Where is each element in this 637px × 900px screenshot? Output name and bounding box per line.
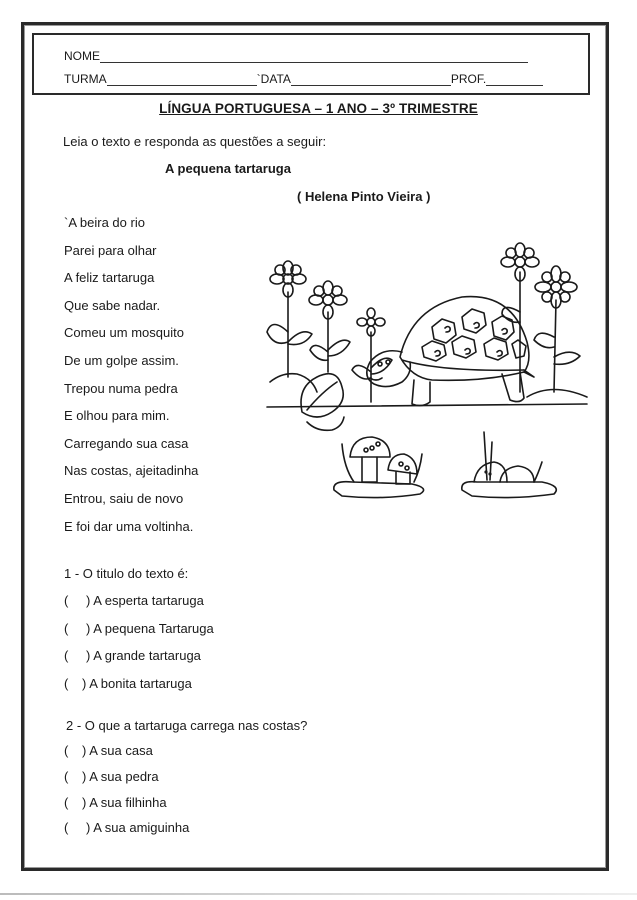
checkbox-blank[interactable]: ( <box>64 648 69 663</box>
checkbox-blank[interactable]: ( <box>64 768 69 784</box>
turtle-illustration <box>262 232 592 502</box>
teacher-field[interactable] <box>486 73 543 86</box>
answer-option[interactable] <box>64 593 214 621</box>
answer-option[interactable] <box>64 743 307 769</box>
page-title: LÍNGUA PORTUGUESA – 1 ANO – 3º TRIMESTRE <box>159 101 478 116</box>
option-label: ) A sua casa <box>82 743 153 758</box>
poem-line: Comeu um mosquito <box>64 325 184 341</box>
poem-text <box>64 215 198 546</box>
turtle-icon <box>367 297 534 406</box>
answer-option[interactable] <box>64 820 307 846</box>
poem-line: `A beira do rio <box>64 215 145 230</box>
class-field[interactable] <box>107 73 257 86</box>
poem-line: E foi dar uma voltinha. <box>64 518 194 534</box>
checkbox-blank[interactable]: ( <box>64 794 69 810</box>
checkbox-blank[interactable]: ( <box>64 593 69 608</box>
option-label: ) A pequena Tartaruga <box>86 620 214 636</box>
question-2 <box>64 718 307 846</box>
scan-edge-divider <box>0 893 637 895</box>
poem-line: E olhou para mim. <box>64 408 170 424</box>
checkbox-blank[interactable]: ( <box>64 620 69 636</box>
mushroom-icon <box>334 437 424 498</box>
checkbox-blank[interactable]: ( <box>64 743 69 758</box>
class-label: TURMA <box>64 72 107 86</box>
poem-line: Nas costas, ajeitadinha <box>64 463 199 479</box>
poem-line: Carregando sua casa <box>64 435 189 451</box>
checkbox-blank[interactable]: ( <box>64 675 69 691</box>
poem-line: Trepou numa pedra <box>64 380 178 396</box>
option-label: ) A bonita tartaruga <box>82 675 192 691</box>
instruction-text: Leia o texto e responda as questões a seguir: <box>63 134 327 149</box>
option-label: ) A esperta tartaruga <box>86 593 204 608</box>
question-1 <box>64 566 214 703</box>
answer-option[interactable] <box>64 621 214 649</box>
name-field[interactable] <box>100 50 528 63</box>
poem-line: Parei para olhar <box>64 242 157 258</box>
class-date-prof-row <box>64 72 543 86</box>
poem-line: Entrou, saiu de novo <box>64 490 184 506</box>
option-label: ) A grande tartaruga <box>86 648 201 663</box>
poem-line: Que sabe nadar. <box>64 297 161 313</box>
name-row <box>64 49 528 63</box>
question-prompt: 1 - O titulo do texto é: <box>64 566 189 581</box>
option-label: ) A sua filhinha <box>82 794 167 810</box>
checkbox-blank[interactable]: ( <box>64 820 69 836</box>
rock-icon <box>462 432 556 498</box>
answer-option[interactable] <box>64 769 307 795</box>
question-prompt: 2 - O que a tartaruga carrega nas costas? <box>66 718 308 733</box>
poem-line: De um golpe assim. <box>64 352 179 368</box>
answer-option[interactable] <box>64 795 307 821</box>
answer-option[interactable] <box>64 648 214 676</box>
teacher-label: PROF. <box>450 72 487 86</box>
option-label: ) A sua pedra <box>82 768 159 784</box>
answer-option[interactable] <box>64 676 214 704</box>
name-label: NOME <box>64 49 100 63</box>
story-author: ( Helena Pinto Vieira ) <box>297 189 431 204</box>
student-info-box <box>32 33 590 95</box>
story-title: A pequena tartaruga <box>165 161 291 176</box>
date-field[interactable] <box>291 73 451 86</box>
date-label: `DATA <box>256 72 291 86</box>
option-label: ) A sua amiguinha <box>86 820 190 836</box>
poem-line: A feliz tartaruga <box>64 270 155 286</box>
